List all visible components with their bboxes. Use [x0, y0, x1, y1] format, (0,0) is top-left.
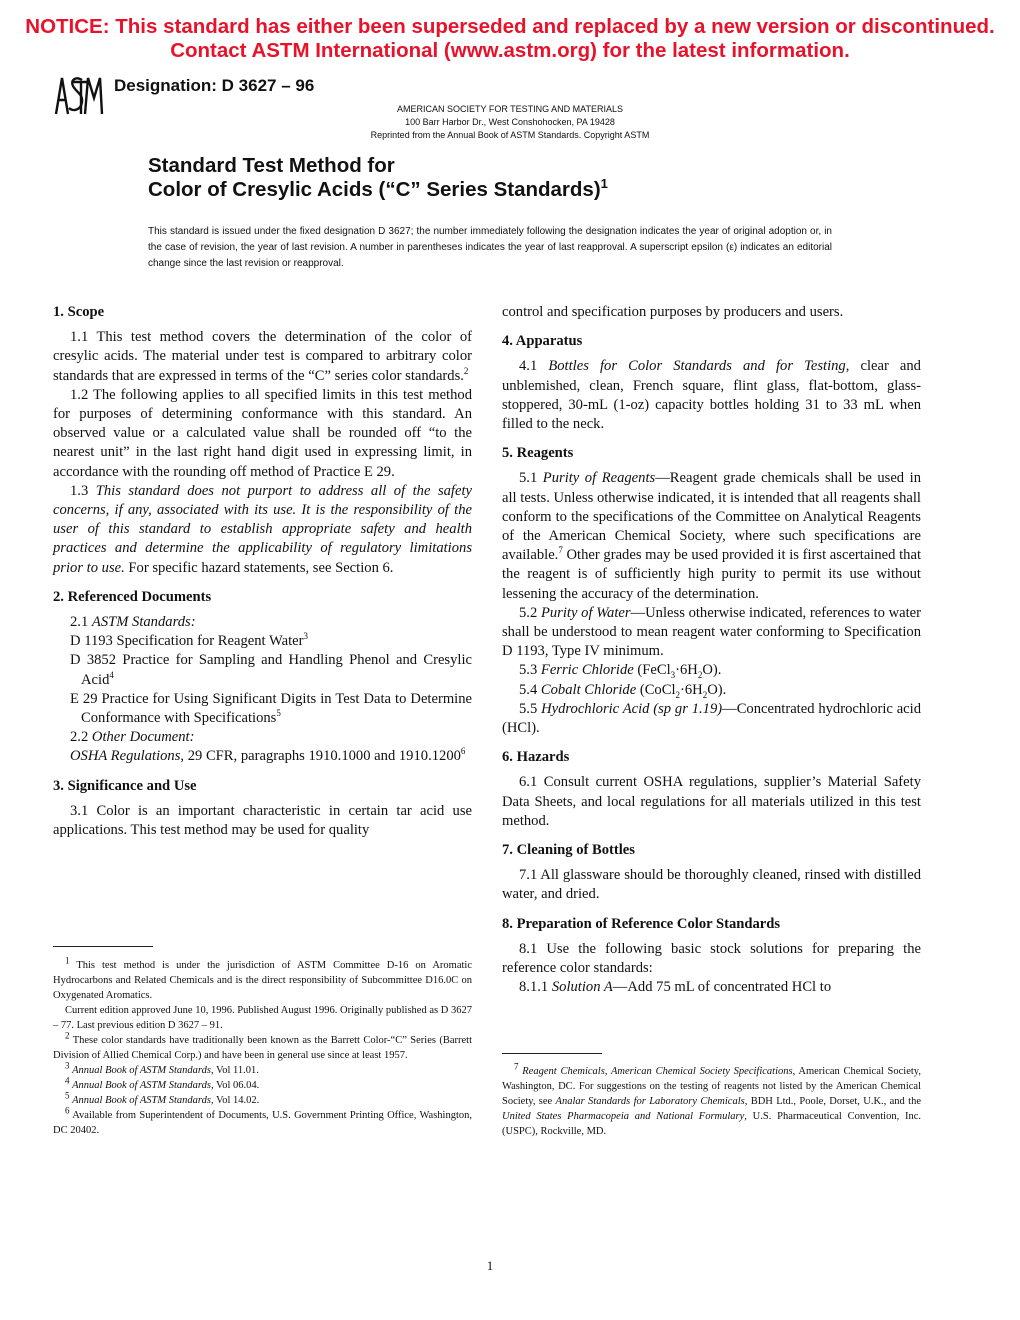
page-number: 1: [486, 1258, 494, 1273]
footnote-4: $^4$ Annual Book of ASTM Standards, Vol 06.04.: [65, 1075, 260, 1091]
footnote-rule-right: [502, 1053, 602, 1054]
ref-d1193: D 1193 Specification for Reagent Water$^3$: [70, 631, 308, 650]
footnote-rule-left: [53, 946, 153, 947]
section-heading-referenced-documents: 2. Referenced Documents: [53, 588, 212, 605]
section-heading-apparatus: 4. Apparatus: [502, 333, 583, 350]
footnote-6: $^6$ Available from Superintendent of Documents, U.S. Government Printing Office, Washington, DC 20402.: [53, 1105, 472, 1136]
para-2-2: 2.2 Other Document:: [70, 729, 195, 746]
astm-logo: [52, 72, 104, 118]
left-column: [53, 303, 472, 840]
society-address: 100 Barr Harbor Dr., West Conshohocken, PA 19428: [405, 117, 615, 127]
para-1-2: 1.2 The following applies to all specified limits in this test method for purposes of determining conformance with this standard. An observed value or a calculated value shall be rounded off “to the nearest unit” in the last right hand digit used in expressing limit, in accordance with the rounding off method of Practice E 29.: [53, 386, 472, 480]
notice-line-1: NOTICE: This standard has either been superseded and replaced by a new version or discontinued.: [25, 15, 995, 38]
issued-note: This standard is issued under the fixed designation D 3627; the number immediately following the designation indicates the year of original adoption or, in the case of revision, the year of last revision. A number in parentheses indicates the year of last reapproval. A superscript epsilon (ε) indicates an editorial change since the last revision or reapproval.: [148, 226, 832, 269]
para-5-4: 5.4 Cobalt Chloride $(CoCl_2\cdot 6H_2O)$.: [519, 681, 727, 700]
para-5-1: 5.1 Purity of Reagents—Reagent grade chemicals shall be used in all tests. Unless otherwise indicated, it is intended that all reagents shall conform to the specifications of the Committee on Analytical Reagents of the American Chemical Society, where such specifications are available.$^7$ Other grades may be used provided it is first ascertained that the reagent is of sufficiently high purity to permit its use without lessening the accuracy of the determination.: [502, 470, 921, 602]
para-3-1: 3.1 Color is an important characteristic in certain tar acid use applications. This test method may be used for quality: [53, 802, 472, 839]
society-name: AMERICAN SOCIETY FOR TESTING AND MATERIALS: [396, 104, 624, 114]
para-1-3: 1.3 This standard does not purport to address all of the safety concerns, if any, associated with its use. It is the responsibility of the user of this standard to establish appropriate safety and health practices and determine the applicability of regulatory limitations prior to use. For specific hazard statements, see Section 6.: [53, 482, 472, 576]
section-heading-significance: 3. Significance and Use: [53, 777, 197, 794]
section-heading-scope: 1. Scope: [53, 304, 105, 320]
footnote-3: $^3$ Annual Book of ASTM Standards, Vol 11.01.: [65, 1060, 259, 1076]
designation: Designation: D 3627 – 96: [114, 76, 315, 95]
notice-line-2: Contact ASTM International (www.astm.org) for the latest information.: [170, 39, 850, 62]
right-column: [502, 303, 921, 998]
ref-d3852: D 3852 Practice for Sampling and Handling Phenol and Cresylic Acid$^4$: [70, 652, 472, 688]
section-heading-preparation: 8. Preparation of Reference Color Standards: [502, 915, 781, 932]
section-heading-cleaning: 7. Cleaning of Bottles: [502, 842, 635, 859]
footnote-2: $^2$ These color standards have traditionally been known as the Barrett Color-“C” Series (Barrett Division of Allied Chemical Corp.) and have been in general use since at least 1957.: [53, 1030, 472, 1061]
para-1-1: 1.1 This test method covers the determination of the color of cresylic acids. The material under test is compared to arbitrary color standards that are expressed in terms of the “C” series color standards.$^2$: [53, 329, 472, 384]
footnote-1b: Current edition approved June 10, 1996. Published August 1996. Originally published as D 3627 – 77. Last previous edition D 3627 – 91.: [53, 1005, 472, 1031]
footnote-5: $^5$ Annual Book of ASTM Standards, Vol 14.02.: [65, 1090, 260, 1106]
ref-osha: OSHA Regulations, 29 CFR, paragraphs 1910.1000 and 1910.1200$^6$: [70, 746, 466, 765]
reprint-note: Reprinted from the Annual Book of ASTM Standards. Copyright ASTM: [370, 130, 650, 140]
para-6-1: 6.1 Consult current OSHA regulations, supplier’s Material Safety Data Sheets, and local regulations for all materials utilized in this test method.: [502, 774, 921, 829]
para-7-1: 7.1 All glassware should be thoroughly cleaned, rinsed with distilled water, and dried.: [502, 867, 921, 903]
footnote-1: $^1$ This test method is under the jurisdiction of ASTM Committee D-16 on Aromatic Hydrocarbons and Related Chemicals and is the direct responsibility of Subcommittee D16.0C on Oxygenated Aromatics.: [53, 955, 472, 1001]
footnotes-right: [502, 1061, 922, 1139]
para-8-1-1: 8.1.1 Solution A—Add 75 mL of concentrated HCl to: [519, 979, 832, 996]
ref-e29: E 29 Practice for Using Significant Digits in Test Data to Determine Conformance with Specifications$^5$: [70, 690, 472, 727]
title-line-1: Standard Test Method for: [148, 154, 395, 177]
para-2-1: 2.1 ASTM Standards:: [70, 614, 196, 631]
para-3-1-continued: control and specification purposes by producers and users.: [502, 304, 844, 320]
para-5-3: 5.3 Ferric Chloride $(FeCl_3\cdot 6H_2O)$.: [519, 662, 722, 681]
para-5-2: 5.2 Purity of Water—Unless otherwise indicated, references to water shall be understood to mean reagent water conforming to Specification D 1193, Type IV minimum.: [502, 604, 921, 660]
para-4-1: 4.1 Bottles for Color Standards and for Testing, clear and unblemished, clean, French square, flint glass, flat-bottom, glass-stoppered, 30-mL (1-oz) capacity bottles holding 31 to 33 mL when filled to the neck.: [502, 358, 921, 433]
footnotes-left: [53, 955, 472, 1138]
footnote-7: $^7$ Reagent Chemicals, American Chemical Society Specifications, American Chemical Society, Washington, DC. For suggestions on the testing of reagents not listed by the American Chemical Society, see Analar Standards for Laboratory Chemicals, BDH Ltd., Poole, Dorset, U.K., and the United States Pharmacopeia and National Formulary, U.S. Pharmaceutical Convention, Inc. (USPC), Rockville, MD.: [502, 1061, 922, 1137]
section-heading-hazards: 6. Hazards: [502, 749, 570, 766]
para-5-5: 5.5 Hydrochloric Acid (sp gr 1.19)—Concentrated hydrochloric acid (HCl).: [502, 700, 922, 737]
para-8-1: 8.1 Use the following basic stock solutions for preparing the reference color standards:: [502, 940, 921, 977]
title-line-2: Color of Cresylic Acids (“C” Series Standards)$^1$: [148, 176, 608, 201]
section-heading-reagents: 5. Reagents: [502, 445, 574, 462]
